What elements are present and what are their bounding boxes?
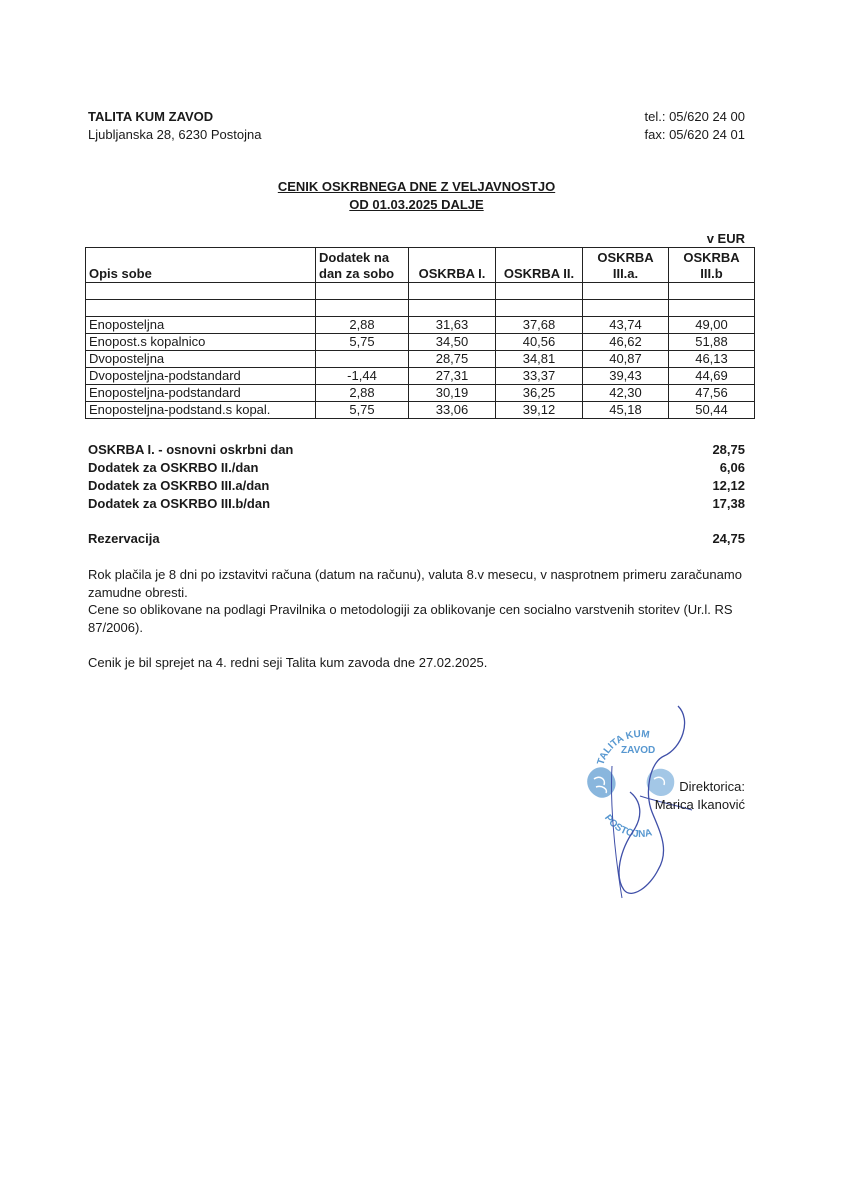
price-oskrba-3b: 51,88 (669, 334, 755, 351)
document-subtitle: OD 01.03.2025 DALJE (349, 197, 484, 212)
header-oskrba-3a: OSKRBA III.a. (583, 248, 669, 283)
adoption-note: Cenik je bil sprejet na 4. redni seji Talita kum zavoda dne 27.02.2025. (88, 655, 488, 670)
summary-label: Dodatek za OSKRBO III.a/dan (88, 478, 270, 493)
price-oskrba-3a: 42,30 (583, 385, 669, 402)
table-row (86, 334, 755, 351)
room-addon (316, 351, 409, 368)
price-oskrba-3a: 45,18 (583, 402, 669, 419)
price-oskrba-1: 28,75 (409, 351, 496, 368)
table-row (86, 351, 755, 368)
price-oskrba-3a: 40,87 (583, 351, 669, 368)
price-oskrba-3b: 44,69 (669, 368, 755, 385)
price-table (85, 247, 755, 419)
room-addon: 2,88 (316, 317, 409, 334)
summary-value: 6,06 (719, 460, 745, 475)
stamp-text-top: TALITA KUM (595, 728, 651, 767)
currency-note: v EUR (706, 231, 745, 246)
header-room-addon: Dodatek na dan za sobo (316, 248, 409, 283)
table-row (86, 368, 755, 385)
signatory-role: Direktorica: (679, 779, 745, 794)
header-oskrba-1: OSKRBA I. (409, 248, 496, 283)
document-title: CENIK OSKRBNEGA DNE Z VELJAVNOSTJO (277, 179, 556, 194)
phone-number: tel.: 05/620 24 00 (644, 109, 745, 124)
summary-label: Dodatek za OSKRBO II./dan (88, 460, 259, 475)
price-oskrba-3a: 43,74 (583, 317, 669, 334)
room-name: Dvoposteljna-podstandard (86, 368, 316, 385)
header-oskrba-3b: OSKRBA III.b (669, 248, 755, 283)
table-empty-row (86, 283, 755, 300)
price-oskrba-3b: 47,56 (669, 385, 755, 402)
signatory-name: Marica Ikanović (654, 797, 745, 812)
price-oskrba-3a: 39,43 (583, 368, 669, 385)
table-row (86, 317, 755, 334)
price-oskrba-2: 33,37 (496, 368, 583, 385)
price-oskrba-3b: 50,44 (669, 402, 755, 419)
table-header-row (86, 248, 755, 283)
price-oskrba-2: 36,25 (496, 385, 583, 402)
reservation-value: 24,75 (712, 531, 745, 546)
price-oskrba-2: 34,81 (496, 351, 583, 368)
summary-label: OSKRBA I. - osnovni oskrbni dan (88, 442, 294, 457)
price-oskrba-2: 40,56 (496, 334, 583, 351)
table-row (86, 385, 755, 402)
price-oskrba-3b: 46,13 (669, 351, 755, 368)
room-name: Enoposteljna (86, 317, 316, 334)
summary-value: 12,12 (712, 478, 745, 493)
price-oskrba-1: 27,31 (409, 368, 496, 385)
reservation-label: Rezervacija (88, 531, 160, 546)
summary-value: 28,75 (712, 442, 745, 457)
price-oskrba-3b: 49,00 (669, 317, 755, 334)
organization-address: Ljubljanska 28, 6230 Postojna (88, 127, 262, 142)
room-addon: -1,44 (316, 368, 409, 385)
table-row (86, 402, 755, 419)
price-oskrba-3a: 46,62 (583, 334, 669, 351)
room-name: Enoposteljna-podstand.s kopal. (86, 402, 316, 419)
pricing-basis: Cene so oblikovane na podlagi Pravilnika o metodologiji za oblikovanje cen socialno varstvenih storitev (Ur.l. RS 87/2006). (88, 602, 733, 635)
header-room-description: Opis sobe (86, 248, 316, 283)
summary-value: 17,38 (712, 496, 745, 511)
price-oskrba-1: 30,19 (409, 385, 496, 402)
price-oskrba-2: 39,12 (496, 402, 583, 419)
organization-name: TALITA KUM ZAVOD (88, 109, 214, 124)
room-addon: 5,75 (316, 334, 409, 351)
room-addon: 5,75 (316, 402, 409, 419)
price-oskrba-1: 34,50 (409, 334, 496, 351)
stamp-text-mid: ZAVOD (621, 745, 656, 756)
payment-terms: Rok plačila je 8 dni po izstavitvi računa (datum na računu), valuta 8.v mesecu, v nasprotnem primeru zaračunamo zamudne obresti. (88, 567, 742, 600)
price-oskrba-1: 33,06 (409, 402, 496, 419)
room-name: Dvoposteljna (86, 351, 316, 368)
header-oskrba-2: OSKRBA II. (496, 248, 583, 283)
room-addon: 2,88 (316, 385, 409, 402)
summary-label: Dodatek za OSKRBO III.b/dan (88, 496, 271, 511)
price-oskrba-1: 31,63 (409, 317, 496, 334)
fax-number: fax: 05/620 24 01 (644, 127, 745, 142)
room-name: Enoposteljna-podstandard (86, 385, 316, 402)
stamp-text-bottom: POSTOJNA (602, 812, 654, 841)
table-empty-row (86, 300, 755, 317)
room-name: Enopost.s kopalnico (86, 334, 316, 351)
price-oskrba-2: 37,68 (496, 317, 583, 334)
